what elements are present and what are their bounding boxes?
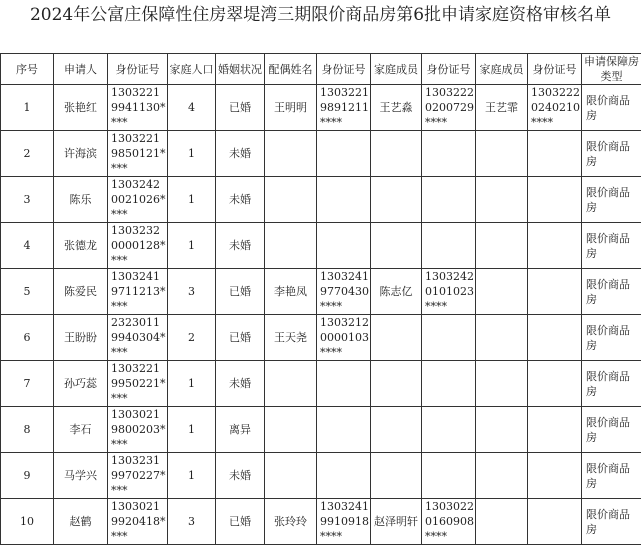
applicant-name: 李石 xyxy=(54,407,108,453)
family-member-1 xyxy=(371,131,422,177)
applicant-id: 13032319970227**** xyxy=(108,453,168,499)
header-marital: 婚姻状况 xyxy=(216,54,265,85)
applicant-name: 陈爱民 xyxy=(54,269,108,315)
marital-status: 已婚 xyxy=(216,315,265,361)
family-member-2-id: 13032220240210**** xyxy=(528,85,582,131)
household-population: 1 xyxy=(168,407,216,453)
family-member-2-id xyxy=(528,407,582,453)
applicant-id: 23230119940304**** xyxy=(108,315,168,361)
family-member-1 xyxy=(371,223,422,269)
header-no: 序号 xyxy=(1,54,54,85)
household-population: 1 xyxy=(168,131,216,177)
family-member-2-id xyxy=(528,131,582,177)
marital-status: 已婚 xyxy=(216,499,265,545)
applicant-name: 马学兴 xyxy=(54,453,108,499)
spouse-id xyxy=(317,131,371,177)
spouse-name xyxy=(265,223,317,269)
row-number: 5 xyxy=(1,269,54,315)
spouse-id xyxy=(317,453,371,499)
row-number: 8 xyxy=(1,407,54,453)
spouse-name: 李艳凤 xyxy=(265,269,317,315)
family-member-1 xyxy=(371,315,422,361)
spouse-id: 13032419910918**** xyxy=(317,499,371,545)
applicant-id: 13030219920418**** xyxy=(108,499,168,545)
applicant-id: 13032320000128**** xyxy=(108,223,168,269)
household-population: 1 xyxy=(168,361,216,407)
family-member-1-id xyxy=(422,453,476,499)
applicant-id: 13032419711213**** xyxy=(108,269,168,315)
spouse-name xyxy=(265,177,317,223)
spouse-name xyxy=(265,131,317,177)
applicant-name: 许海滨 xyxy=(54,131,108,177)
applicant-name: 张德龙 xyxy=(54,223,108,269)
family-member-2 xyxy=(476,223,528,269)
housing-type: 限价商品房 xyxy=(582,499,641,545)
row-number: 10 xyxy=(1,499,54,545)
marital-status: 离异 xyxy=(216,407,265,453)
header-applicant: 申请人 xyxy=(54,54,108,85)
header-population: 家庭人口 xyxy=(168,54,216,85)
row-number: 3 xyxy=(1,177,54,223)
family-member-2-id xyxy=(528,269,582,315)
row-number: 7 xyxy=(1,361,54,407)
spouse-id xyxy=(317,223,371,269)
marital-status: 已婚 xyxy=(216,85,265,131)
marital-status: 未婚 xyxy=(216,131,265,177)
spouse-id xyxy=(317,407,371,453)
housing-type: 限价商品房 xyxy=(582,315,641,361)
row-number: 9 xyxy=(1,453,54,499)
applicant-id: 13032219941130**** xyxy=(108,85,168,131)
spouse-id: 13032120000103**** xyxy=(317,315,371,361)
family-member-2 xyxy=(476,177,528,223)
family-member-2 xyxy=(476,131,528,177)
spouse-name xyxy=(265,453,317,499)
family-member-2-id xyxy=(528,177,582,223)
header-housing-type: 申请保障房类型 xyxy=(582,54,641,85)
header-member-2-id: 身份证号 xyxy=(528,54,582,85)
family-member-2 xyxy=(476,499,528,545)
family-member-2-id xyxy=(528,453,582,499)
header-member-1: 家庭成员 xyxy=(371,54,422,85)
family-member-2: 王艺霏 xyxy=(476,85,528,131)
spouse-id: 13032419770430**** xyxy=(317,269,371,315)
family-member-1-id xyxy=(422,223,476,269)
marital-status: 未婚 xyxy=(216,177,265,223)
household-population: 3 xyxy=(168,269,216,315)
document-title: 2024年公富庄保障性住房翠堤湾三期限价商品房第6批申请家庭资格审核名单 xyxy=(0,0,641,52)
table-row xyxy=(1,315,641,361)
family-member-2-id xyxy=(528,315,582,361)
applicant-id: 13032219950221**** xyxy=(108,361,168,407)
marital-status: 未婚 xyxy=(216,223,265,269)
applicant-name: 王盼盼 xyxy=(54,315,108,361)
housing-type: 限价商品房 xyxy=(582,361,641,407)
spouse-id: 13032219891211**** xyxy=(317,85,371,131)
housing-type: 限价商品房 xyxy=(582,223,641,269)
family-member-1-id xyxy=(422,315,476,361)
family-member-1-id: 13030220160908**** xyxy=(422,499,476,545)
spouse-name: 王明明 xyxy=(265,85,317,131)
table-row xyxy=(1,407,641,453)
spouse-id xyxy=(317,177,371,223)
table-row xyxy=(1,131,641,177)
family-member-1-id xyxy=(422,361,476,407)
table-row xyxy=(1,499,641,545)
family-member-2 xyxy=(476,269,528,315)
marital-status: 已婚 xyxy=(216,269,265,315)
applicant-id: 13032420021026**** xyxy=(108,177,168,223)
row-number: 6 xyxy=(1,315,54,361)
housing-type: 限价商品房 xyxy=(582,85,641,131)
applicant-name: 陈乐 xyxy=(54,177,108,223)
family-member-1-id: 13032220200729**** xyxy=(422,85,476,131)
header-spouse: 配偶姓名 xyxy=(265,54,317,85)
header-member-1-id: 身份证号 xyxy=(422,54,476,85)
header-member-2: 家庭成员 xyxy=(476,54,528,85)
table-row xyxy=(1,223,641,269)
family-member-2-id xyxy=(528,361,582,407)
marital-status: 未婚 xyxy=(216,453,265,499)
family-member-2-id xyxy=(528,223,582,269)
spouse-name: 张玲玲 xyxy=(265,499,317,545)
family-member-1-id xyxy=(422,131,476,177)
household-population: 2 xyxy=(168,315,216,361)
spouse-name xyxy=(265,407,317,453)
applicant-name: 张艳红 xyxy=(54,85,108,131)
housing-type: 限价商品房 xyxy=(582,269,641,315)
family-member-2 xyxy=(476,361,528,407)
spouse-name: 王天尧 xyxy=(265,315,317,361)
table-row xyxy=(1,177,641,223)
household-population: 1 xyxy=(168,223,216,269)
family-member-1: 陈志亿 xyxy=(371,269,422,315)
family-member-1 xyxy=(371,407,422,453)
family-member-1: 王艺淼 xyxy=(371,85,422,131)
housing-type: 限价商品房 xyxy=(582,407,641,453)
applicant-id: 13030219800203**** xyxy=(108,407,168,453)
row-number: 4 xyxy=(1,223,54,269)
household-population: 3 xyxy=(168,499,216,545)
spouse-id xyxy=(317,361,371,407)
applicant-table xyxy=(0,53,641,545)
row-number: 1 xyxy=(1,85,54,131)
housing-type: 限价商品房 xyxy=(582,177,641,223)
spouse-name xyxy=(265,361,317,407)
family-member-2 xyxy=(476,315,528,361)
family-member-1-id: 13032420101023**** xyxy=(422,269,476,315)
table-row xyxy=(1,453,641,499)
household-population: 1 xyxy=(168,453,216,499)
table-header-row xyxy=(1,54,641,85)
family-member-1 xyxy=(371,177,422,223)
family-member-1 xyxy=(371,453,422,499)
table-row xyxy=(1,85,641,131)
family-member-1: 赵泽明轩 xyxy=(371,499,422,545)
household-population: 1 xyxy=(168,177,216,223)
family-member-1-id xyxy=(422,177,476,223)
housing-type: 限价商品房 xyxy=(582,453,641,499)
header-id: 身份证号 xyxy=(108,54,168,85)
housing-type: 限价商品房 xyxy=(582,131,641,177)
marital-status: 未婚 xyxy=(216,361,265,407)
table-row xyxy=(1,269,641,315)
table-row xyxy=(1,361,641,407)
applicant-name: 孙巧蕊 xyxy=(54,361,108,407)
applicant-name: 赵鹤 xyxy=(54,499,108,545)
family-member-1 xyxy=(371,361,422,407)
family-member-2-id xyxy=(528,499,582,545)
family-member-2 xyxy=(476,407,528,453)
household-population: 4 xyxy=(168,85,216,131)
applicant-id: 13032219850121**** xyxy=(108,131,168,177)
header-spouse-id: 身份证号 xyxy=(317,54,371,85)
family-member-2 xyxy=(476,453,528,499)
row-number: 2 xyxy=(1,131,54,177)
family-member-1-id xyxy=(422,407,476,453)
